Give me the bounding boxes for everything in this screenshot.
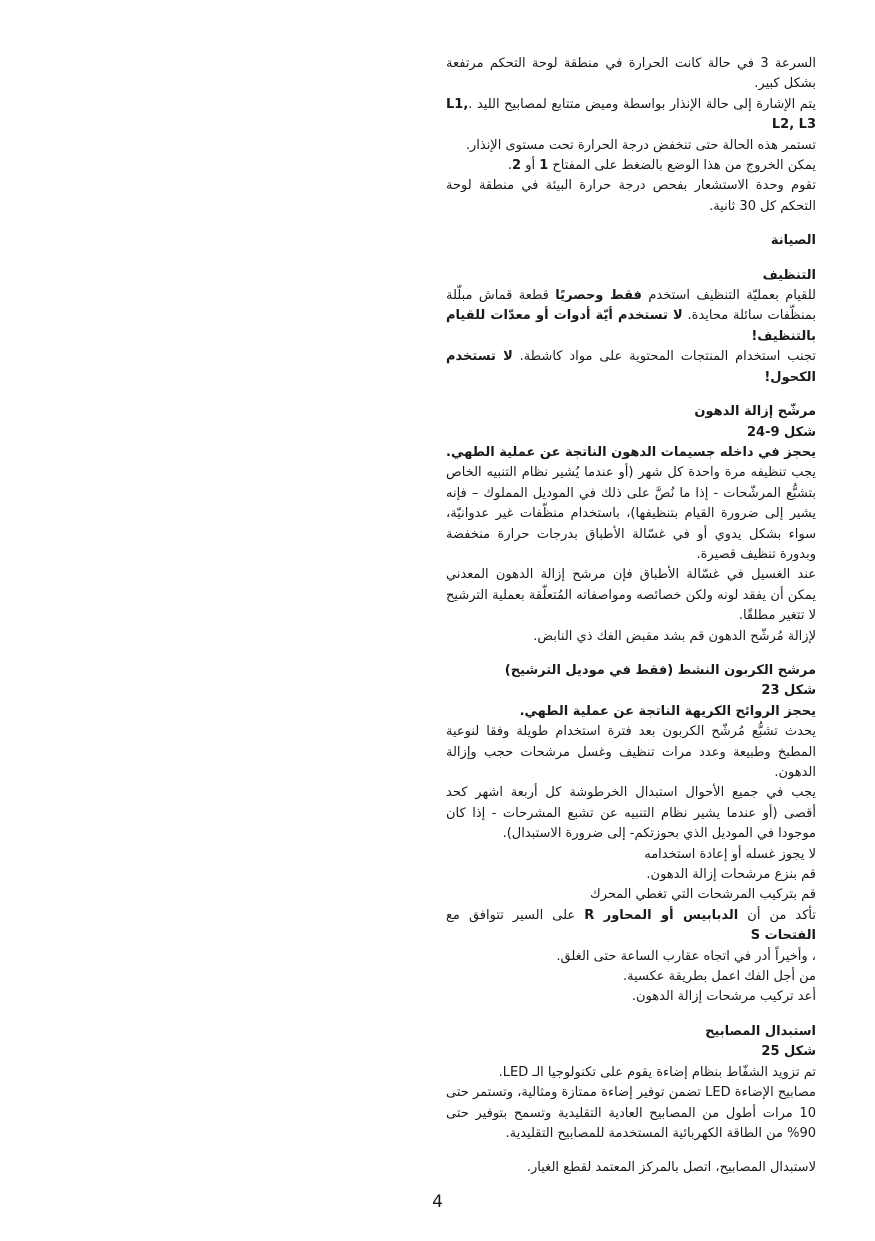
cleaning-warning-alcohol: لا تستخدم الكحول!: [446, 349, 816, 385]
cleaning-abrasives-text: تجنب استخدام المنتجات المحتوية على مواد كاشطة.: [512, 349, 816, 365]
key-or: أو: [521, 158, 540, 174]
cleaning-heading: التنظيف: [762, 267, 816, 283]
carbon-filter-step-4: [446, 906, 816, 947]
cleaning-emphasis-only: فقط وحصريًا: [555, 288, 642, 304]
text-column: [446, 54, 816, 1179]
carbon-filter-step-6: من أجل الفك اعمل بطريقة عكسية.: [622, 969, 816, 985]
carbon-filter-figure: شكل 23: [761, 683, 816, 699]
slots-s-label: الفتحات S: [750, 928, 816, 944]
page-number: 4: [432, 1192, 443, 1212]
carbon-filter-step-5: ، وأخيراً أدر في اتجاه عقارب الساعة حتى الغلق.: [556, 948, 816, 964]
led-alarm-text: يتم الإشارة إلى حالة الإنذار بواسطة وميض متتابع لمصابيح الليد .: [468, 96, 816, 112]
carbon-filter-step-3: قم بتركيب المرشحات التي تغطي المحرك: [590, 887, 816, 903]
cleaning-paragraph-1: [446, 286, 816, 347]
step-4-text-a: تأكد من أن: [738, 907, 817, 923]
carbon-filter-step-7: أعد تركيب مرشحات إزالة الدهون.: [631, 989, 816, 1005]
lamps-paragraph-2: مصابيح الإضاءة LED تضمن توفير إضاءة ممتازة ومثالية، وتستمر حتى 10 مرات أطول من المصابيح العادية التقليدية وتسمح بتوفير حتى 90% من الطاقة الكهربائية المستخدمة للمصابيح التقليدية.: [446, 1085, 816, 1141]
carbon-filter-paragraph-1: يحدث تشبُّع مُرشّح الكربون بعد فترة استخدام طويلة وفقا لنوعية المطبخ وطبيعة وعدد مرات تنظيف وغسل مرشحات حجب وإزالة الدهون.: [446, 724, 816, 780]
carbon-filter-heading: مرشح الكربون النشط (فقط في موديل الترشيح): [504, 662, 816, 678]
key-2: 2: [512, 158, 522, 174]
cleaning-text-c: قطعة قماش مبلّلة بمنظّفات سائلة محايدة.: [446, 288, 817, 324]
lamps-heading: استبدال المصابيح: [705, 1023, 816, 1039]
lamps-paragraph-1: تم تزويد الشفّاط بنظام إضاءة يقوم على تكنولوجيا الـ LED.: [498, 1064, 816, 1080]
grease-filter-paragraph-3: لإزالة مُرشّح الدهون قم بشد مقبض الفك ذي النابض.: [533, 628, 816, 644]
cleaning-paragraph-2: [446, 347, 816, 388]
grease-filter-figure: شكل 9-24: [746, 424, 816, 440]
intro-paragraph-3: تستمر هذه الحالة حتى تنخفض درجة الحرارة تحت مستوى الإنذار.: [465, 137, 816, 153]
pins-r-label: الدبابيس أو المحاور R: [584, 907, 739, 923]
intro-paragraph-1: السرعة 3 في حالة كانت الحرارة في منطقة لوحة التحكم مرتفعة بشكل كبير.: [446, 56, 816, 92]
led-labels: L1, L2, L3: [446, 96, 816, 133]
key-1: 1: [539, 158, 549, 174]
carbon-filter-paragraph-2: يجب في جميع الأحوال استبدال الخرطوشة كل أربعة اشهر كحد أقصى (أو عندما يشير نظام التنبيه عن تشبع المشرحات - إذا كان موجودا في الموديل الذي بحوزتكم- إلى ضرورة الاستبدال).: [446, 785, 816, 842]
step-4-text-c: على السير تتوافق مع: [446, 907, 585, 923]
carbon-filter-step-2: قم بنزع مرشحات إزالة الدهون.: [646, 867, 816, 883]
intro-paragraph-5: تقوم وحدة الاستشعار بفحص درجة حرارة البيئة في منطقة لوحة التحكم كل 30 ثانية.: [446, 178, 816, 214]
grease-filter-paragraph-1: يجب تنظيفه مرة واحدة كل شهر (أو عندما يُشير نظام التنبيه الخاص بتشبُّع المرشّحات - إذا ما نُصَّ على ذلك في الموديل المملوك – فإنه يشير إلى ضرورة القيام بتنظيفها)، باستخدام منظّفات غير عدوانيّة، سواء بشكل يدوي أو في غسّالة الأطباق بدرجات حرارة منخفضة وبدورة تنظيف قصيرة.: [446, 465, 816, 562]
lamps-figure: شكل 25: [761, 1044, 816, 1060]
intro-paragraph-2: [446, 95, 816, 136]
intro-paragraph-4: [446, 156, 816, 176]
lamps-paragraph-3: لاستبدال المصابيح، اتصل بالمركز المعتمد لقطع الغيار.: [526, 1160, 816, 1176]
grease-filter-paragraph-2: عند الغسيل في غسّالة الأطباق فإن مرشح إزالة الدهون المعدني يمكن أن يفقد لونه ولكن خصائصه ومواصفاته المُتعلّقة بعملية الترشيح لا تتغير مطلقًا.: [446, 567, 816, 624]
cleaning-warning-tools: لا تستخدم أيّة أدوات أو معدّات للقيام بالتنظيف!: [446, 308, 816, 344]
exit-mode-text: يمكن الخروج من هذا الوضع بالضغط على المفتاح: [548, 158, 816, 174]
carbon-filter-lead: يحجز الروائح الكريهة الناتجة عن عملية الطهي.: [519, 703, 816, 719]
carbon-filter-step-1: لا يجوز غسله أو إعادة استخدامه: [644, 846, 816, 862]
grease-filter-lead: يحجز في داخله جسيمات الدهون الناتجة عن عملية الطهي.: [446, 444, 816, 460]
cleaning-text-a: للقيام بعمليّة التنظيف استخدم: [641, 288, 816, 304]
maintenance-heading: الصيانة: [770, 233, 816, 249]
exit-mode-end: .: [507, 158, 513, 174]
grease-filter-heading: مرشّح إزالة الدهون: [694, 404, 816, 420]
